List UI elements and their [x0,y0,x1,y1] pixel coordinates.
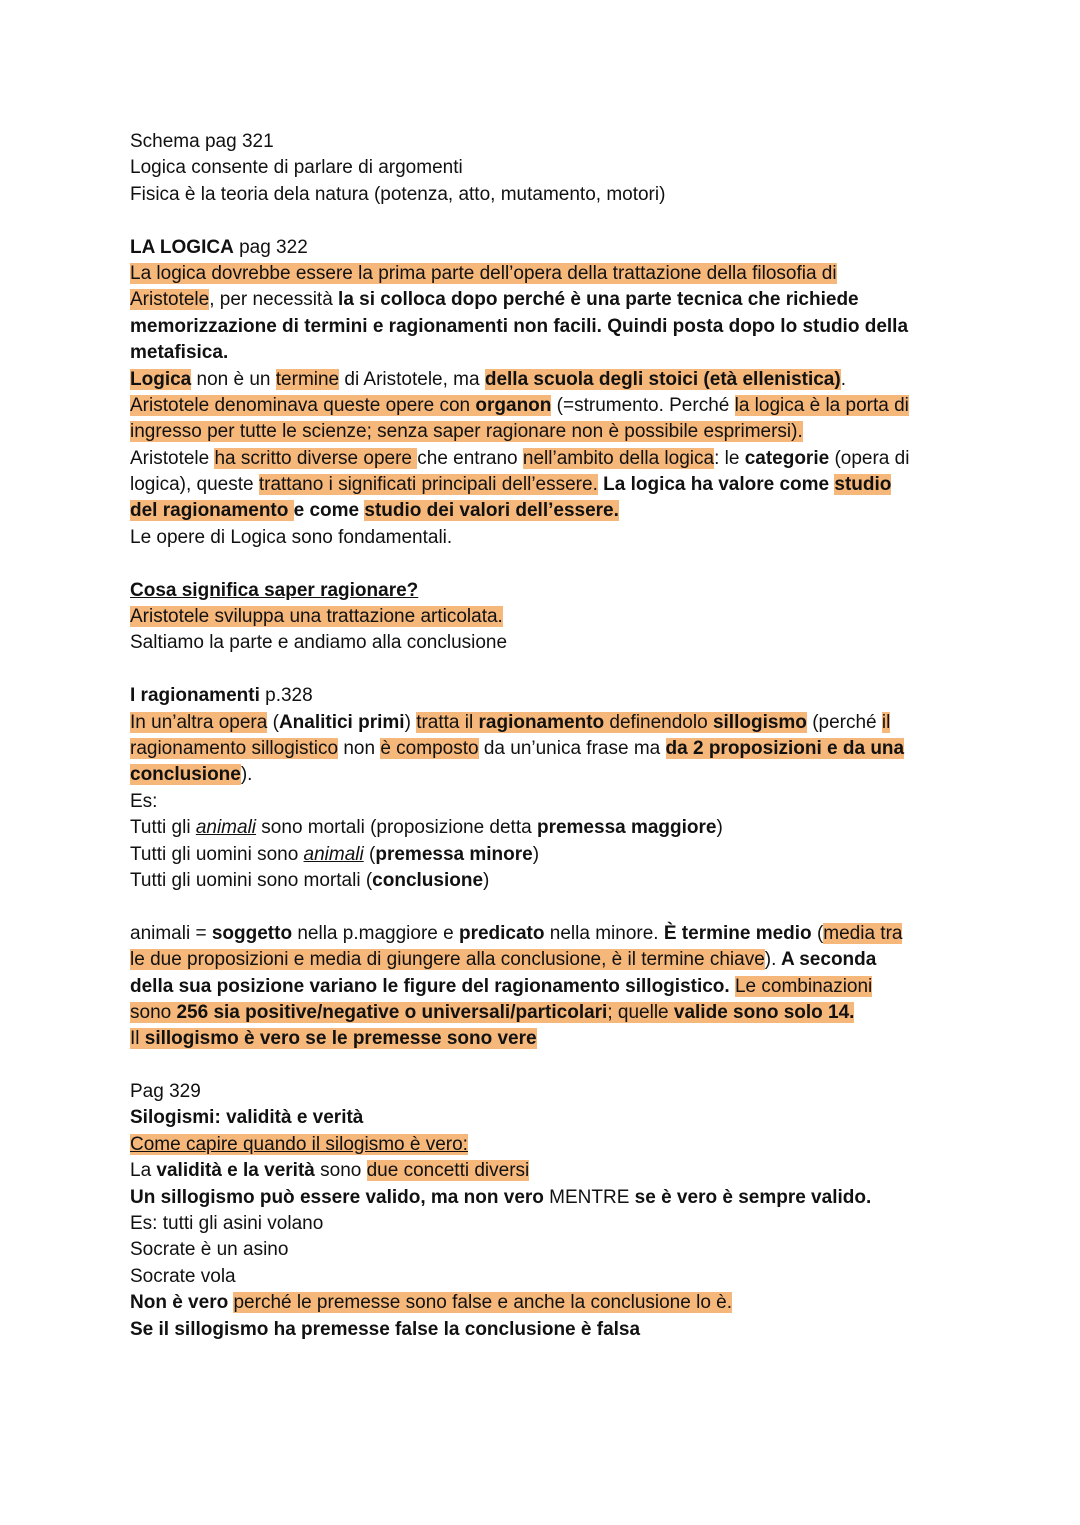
paragraph-line [130,736,960,762]
highlighted-bold-text: valide sono solo 14. [673,1001,855,1023]
text: da un’unica frase ma [478,737,666,759]
highlighted-bold-text: conclusione [130,764,241,786]
highlighted-bold-text: della scuola degli stoici (età ellenistica) [484,368,841,390]
bold-text: conclusione [372,869,484,891]
heading-title: LA LOGICA [130,236,234,258]
paragraph-line [130,762,960,788]
intro-line: Fisica è la teoria dela natura (potenza, atto, mutamento, motori) [130,183,666,205]
paragraph-line [130,419,960,445]
text: ( [267,711,279,733]
logica-section [130,235,960,552]
heading-page: p.328 [259,685,313,707]
bold-text: metafisica. [130,342,229,364]
highlighted-bold-text: studio dei valori dell’essere. [364,500,619,522]
bold-text: memorizzazione di termini e ragionamenti non facili. Quindi posta dopo lo studio della [130,315,909,337]
paragraph-line [130,1132,960,1158]
paragraph-line [130,1290,960,1316]
highlighted-bold-text: ragionamento [478,711,605,733]
text: (=strumento. Perché [551,394,735,416]
highlighted-text: ragionamento sillogistico [130,737,339,759]
text: sono mortali (proposizione detta [256,817,537,839]
highlighted-text: Aristotele [130,289,210,311]
bold-text: predicato [458,922,545,944]
highlighted-text: In un’altra opera [130,711,268,733]
heading-title: Silogismi: validità e verità [130,1107,364,1129]
highlighted-bold-text: sillogismo è vero se le premesse sono vere [144,1028,537,1050]
text: Tutti gli [130,817,196,839]
highlighted-text: perché le premesse sono false e anche la conclusione lo è. [233,1292,733,1314]
text: , per necessità [209,289,339,311]
text: (perché [806,711,882,733]
highlighted-text: ingresso per tutte le scienze; senza saper ragionare non è possibile esprimersi). [130,421,803,443]
section-heading [130,1105,960,1131]
text: ). [240,764,253,786]
page-reference: Pag 329 [130,1081,201,1103]
section-heading [130,683,960,709]
paragraph-line [130,1185,960,1211]
paragraph-line [130,261,960,287]
highlighted-text: tratta il [416,711,479,733]
highlighted-text: Il [130,1028,145,1050]
highlighted-text: media tra [823,922,903,944]
paragraph-line [130,1000,960,1026]
text: nella minore. [544,922,664,944]
intro-line: Logica consente di parlare di argomenti [130,157,463,179]
spacer [130,894,960,920]
paragraph-line [130,314,960,340]
bold-text: A seconda [776,949,877,971]
paragraph-line [130,340,960,366]
highlighted-text: termine [275,368,340,390]
bold-text: soggetto [211,922,293,944]
highlighted-text: definendolo [604,711,713,733]
paragraph-line: Saltiamo la parte e andiamo alla conclusione [130,632,508,654]
highlighted-bold-text: da 2 proposizioni e da una [665,737,905,759]
validita-section [130,1079,960,1343]
bold-text: Analitici primi [278,711,405,733]
text: (opera di [829,447,910,469]
spacer [130,551,960,577]
ragionamenti-section [130,683,960,894]
highlighted-bold-text: Logica [130,368,192,390]
text: nella p.maggiore e [292,922,459,944]
document-page [130,129,960,1343]
italic-underlined-text: animali [195,817,257,839]
bold-text: validità e la verità [156,1160,315,1182]
spacer [130,1053,960,1079]
ragionare-section [130,578,960,657]
example-line [130,842,960,868]
bold-text: se è vero è sempre valido. [634,1186,872,1208]
paragraph-line [130,472,960,498]
highlighted-bold-text: organon [475,394,552,416]
highlighted-text: è composto [380,737,479,759]
paragraph-line [130,1158,960,1184]
bold-text: È termine medio [663,922,812,944]
example-line [130,868,960,894]
paragraph-line [130,1026,960,1052]
bold-text: categorie [744,447,830,469]
intro-line: Schema pag 321 [130,131,274,152]
text: logica), queste [130,474,259,496]
text: animali = [130,922,212,944]
spacer [130,657,960,683]
italic-underlined-text: animali [303,843,364,865]
highlighted-bold-text: del ragionamento [130,500,294,522]
heading-title: Cosa significa saper ragionare? [130,579,419,601]
paragraph-line [130,921,960,947]
text: che entrano [417,447,523,469]
example-line: Socrate vola [130,1265,236,1287]
highlighted-text: il [881,711,891,733]
highlighted-text: trattano i significati principali dell’essere. [258,474,598,496]
text: : le [714,447,745,469]
highlighted-bold-text: 256 sia positive/negative o universali/particolari [176,1001,608,1023]
highlighted-text: le due proposizioni e media di giungere alla conclusione, è il termine chiave [130,949,765,971]
text: ) [716,817,723,839]
bold-text: La logica ha valore come [597,474,835,496]
text: Tutti gli uomini sono mortali ( [130,869,373,891]
text: Tutti gli uomini sono [130,843,304,865]
text: ) [404,711,417,733]
paragraph-line [130,367,960,393]
bold-text: e come [293,500,365,522]
paragraph-line [130,393,960,419]
paragraph-line [130,974,960,1000]
medio-section [130,921,960,1053]
paragraph-line: Le opere di Logica sono fondamentali. [130,526,453,548]
highlighted-text: nell’ambito della logica [522,447,715,469]
paragraph-line: Es: [130,790,158,812]
text: Aristotele [130,447,215,469]
text: ( [811,922,824,944]
text: La [130,1160,157,1182]
section-heading [130,578,960,604]
text: non [338,737,381,759]
text: ( [363,843,376,865]
bold-text: della sua posizione variano le figure del ragionamento sillogistico. [130,975,730,997]
section-heading [130,235,960,261]
bold-text: premessa minore [375,843,533,865]
paragraph-line [130,604,960,630]
highlighted-text: Aristotele sviluppa una trattazione articolata. [130,606,503,628]
highlighted-text: sono [130,1001,177,1023]
bold-text: la si colloca dopo perché è una parte tecnica che richiede [338,289,859,311]
example-line [130,815,960,841]
text: . [840,368,846,390]
text: ) [532,843,540,865]
intro-section [130,129,960,208]
paragraph-line [130,446,960,472]
bold-text: Un sillogismo può essere valido, ma non vero [130,1186,544,1208]
spacer [130,208,960,234]
highlighted-bold-text: sillogismo [712,711,807,733]
paragraph-line [130,287,960,313]
text: MENTRE [543,1186,635,1208]
bold-text: Non è vero [130,1292,229,1314]
text: sono [314,1160,367,1182]
highlighted-underlined-text: Come capire quando il silogismo è vero: [130,1133,468,1155]
paragraph-line [130,1317,960,1343]
heading-title: I ragionamenti [130,685,260,707]
highlighted-bold-text: studio [834,474,892,496]
highlighted-text: due concetti diversi [366,1160,530,1182]
highlighted-text: Le combinazioni [734,975,873,997]
highlighted-text: ha scritto diverse opere [214,447,418,469]
highlighted-text: Aristotele denominava queste opere con [130,394,476,416]
paragraph-line [130,710,960,736]
highlighted-text: la logica è la porta di [734,394,909,416]
example-line: Es: tutti gli asini volano [130,1213,324,1235]
highlighted-text: La logica dovrebbe essere la prima parte dell’opera della trattazione della filosofia di [130,262,837,284]
text: non è un [191,368,276,390]
text: ) [483,869,490,891]
bold-text: premessa maggiore [536,817,717,839]
text: di Aristotele, ma [339,368,485,390]
heading-page: pag 322 [233,236,308,258]
highlighted-text: ; quelle [607,1001,674,1023]
paragraph-line [130,498,960,524]
paragraph-line [130,947,960,973]
bold-text: Se il sillogismo ha premesse false la conclusione è falsa [130,1318,641,1340]
example-line: Socrate è un asino [130,1239,289,1261]
text: ). [764,949,777,971]
